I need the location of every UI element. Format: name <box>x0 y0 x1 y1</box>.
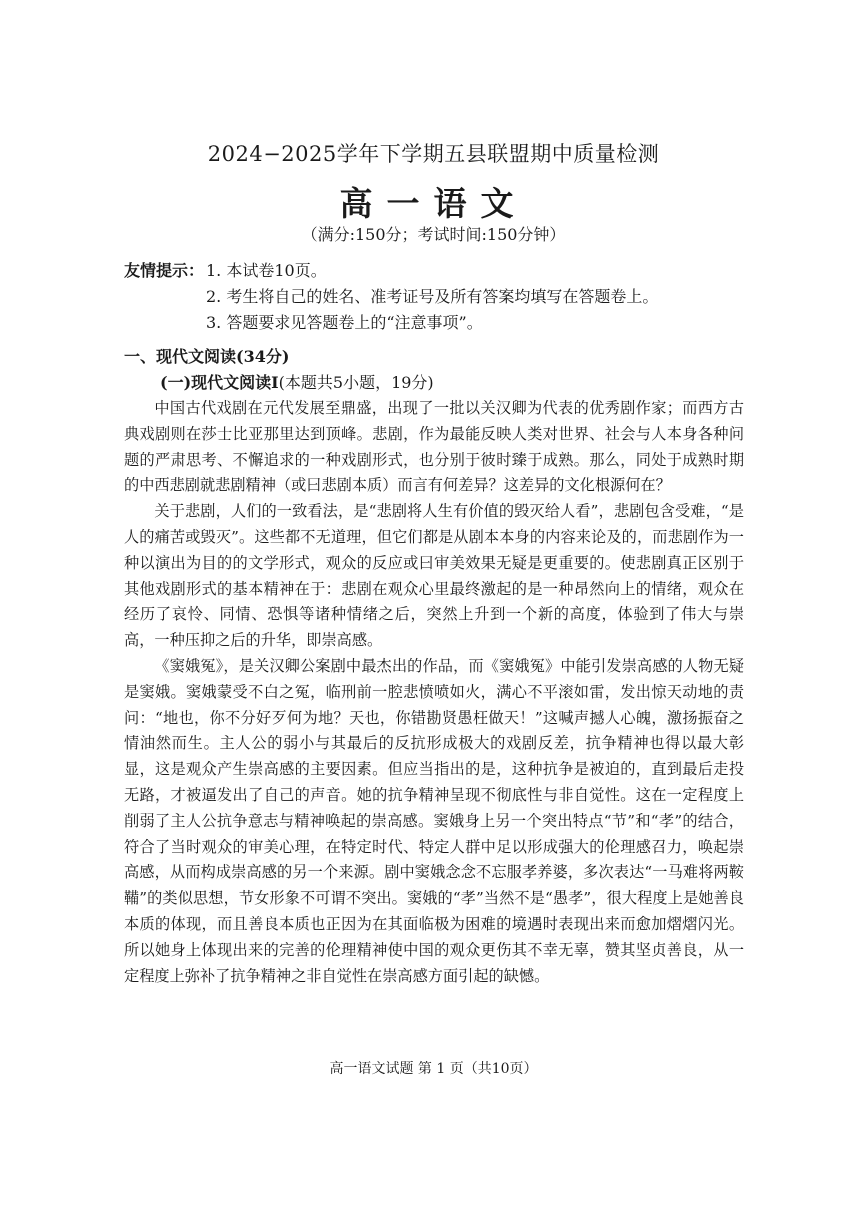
subsection-title: (一)现代文阅读Ⅰ <box>160 373 279 392</box>
subject-title: 高一语文 <box>339 184 528 223</box>
section-heading: 一、现代文阅读(34分) <box>124 347 290 366</box>
tips-label: 友情提示： <box>124 261 205 280</box>
reading-passage <box>124 396 744 989</box>
tips-item: 2. 考生将自己的姓名、准考证号及所有答案均填写在答题卷上。 <box>206 287 659 306</box>
subsection-note: (本题共5小题，19分) <box>278 373 434 392</box>
tips-item: 3. 答题要求见答题卷上的“注意事项”。 <box>206 313 483 332</box>
tips-row-1 <box>124 258 764 284</box>
tips-item: 1. 本试卷10页。 <box>206 261 327 280</box>
tips-block <box>124 258 764 336</box>
exam-meta: （满分:150分；考试时间:150分钟） <box>301 225 566 244</box>
subsection-heading <box>160 370 434 393</box>
page-footer: 高一语文试题 第 1 页（共10页） <box>329 1061 538 1077</box>
tips-row-2 <box>124 284 764 310</box>
tips-row-3 <box>124 310 764 336</box>
exam-title: 2024−2025学年下学期五县联盟期中质量检测 <box>207 142 660 166</box>
passage-paragraph: 《窦娥冤》，是关汉卿公案剧中最杰出的作品，而《窦娥冤》中能引发崇高感的人物无疑是窦娥。窦娥蒙受不白之冤，临刑前一腔悲愤喷如火，满心不平滚如雷，发出惊天动地的责问：“地也，你不分好歹何为地？天也，你错勘贤愚枉做天！”这喊声撼人心魄，激扬振奋之情油然而生。主人公的弱小与其最后的反抗形成极大的戏剧反差，抗争精神也得以最大彰显，这是观众产生崇高感的主要因素。但应当指出的是，这种抗争是被迫的，直到最后走投无路，才被逼发出了自己的声音。她的抗争精神呈现不彻底性与非自觉性。这在一定程度上削弱了主人公抗争意志与精神唤起的崇高感。窦娥身上另一个突出特点“节”和“孝”的结合，符合了当时观众的审美心理，在特定时代、特定人群中足以形成强大的伦理感召力，唤起崇高感，从而构成崇高感的另一个来源。剧中窦娥念念不忘服孝养婆，多次表达“一马难将两鞍鞴”的类似思想，节女形象不可谓不突出。窦娥的“孝”当然不是“愚孝”，很大程度上是她善良本质的体现，而且善良本质也正因为在其面临极为困难的境遇时表现出来而愈加熠熠闪光。所以她身上体现出来的完善的伦理精神使中国的观众更伤其不幸无辜，赞其坚贞善良，从一定程度上弥补了抗争精神之非自觉性在崇高感方面引起的缺憾。 <box>124 656 744 985</box>
passage-paragraph: 关于悲剧，人们的一致看法，是“悲剧将人生有价值的毁灭给人看”，悲剧包含受难，“是人的痛苦或毁灭”。这些都不无道理，但它们都是从剧本本身的内容来论及的，而悲剧作为一种以演出为目的的文学形式，观众的反应或曰审美效果无疑是更重要的。使悲剧真正区别于其他戏剧形式的基本精神在于：悲剧在观众心里最终激起的是一种昂然向上的情绪，观众在经历了哀怜、同情、恐惧等诸种情绪之后，突然上升到一个新的高度，体验到了伟大与崇高，一种压抑之后的升华，即崇高感。 <box>124 502 744 650</box>
passage-paragraph: 中国古代戏剧在元代发展至鼎盛，出现了一批以关汉卿为代表的优秀剧作家；而西方古典戏剧则在莎士比亚那里达到顶峰。悲剧，作为最能反映人类对世界、社会与人本身各种问题的严肃思考、不懈追求的一种戏剧形式，也分别于彼时臻于成熟。那么，同处于成熟时期的中西悲剧就悲剧精神（或曰悲剧本质）而言有何差异？这差异的文化根源何在？ <box>124 399 744 495</box>
